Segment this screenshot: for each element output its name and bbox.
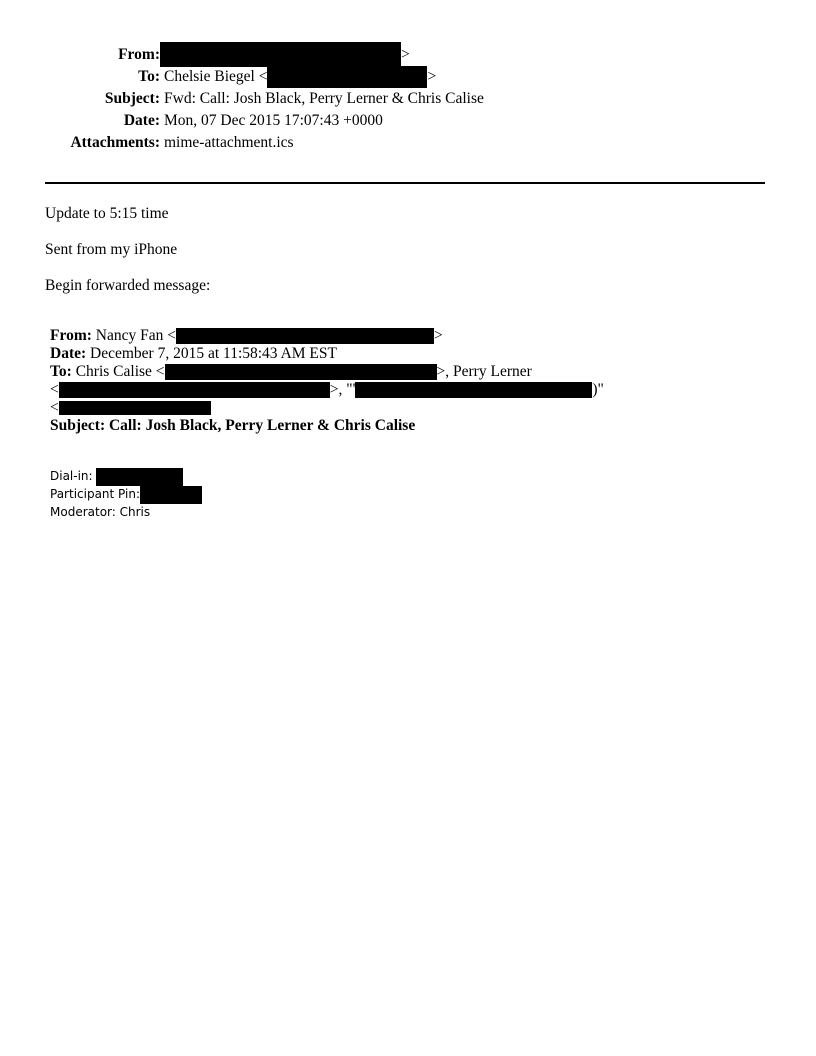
redacted-fwd-from-address [176, 328, 434, 344]
header-date-row [0, 110, 816, 132]
moderator-row: Moderator: Chris [50, 505, 151, 519]
to-name: Chelsie Biegel < [164, 68, 268, 85]
fwd-from-label: From: [50, 327, 92, 344]
forwarded-header [50, 327, 604, 435]
fwd-date-value: December 7, 2015 at 11:58:43 AM EST [90, 345, 337, 362]
from-value [160, 44, 410, 67]
to-suffix: > [427, 68, 437, 85]
header-divider [45, 182, 765, 184]
dialin-label: Dial-in: [50, 469, 93, 483]
fwd-to-line2-mid: >, "' [329, 381, 356, 398]
fwd-to-row-3 [50, 399, 604, 417]
redacted-participant-pin [140, 486, 202, 504]
fwd-subject-label: Subject: [50, 417, 106, 434]
body-line-signature: Sent from my iPhone [45, 241, 178, 258]
redacted-dialin-number [96, 468, 183, 486]
fwd-subject-row [50, 417, 604, 435]
fwd-to-line2-prefix: < [50, 381, 59, 398]
email-header [0, 44, 816, 154]
calendar-details [50, 467, 202, 521]
fwd-to-line3-prefix: < [50, 399, 59, 416]
body-line-update: Update to 5:15 time [45, 205, 169, 222]
dialin-row [50, 467, 202, 485]
date-label: Date: [123, 112, 160, 129]
body-line-forwarded: Begin forwarded message: [45, 277, 211, 294]
header-to-row [0, 66, 816, 88]
fwd-from-suffix: > [433, 327, 443, 344]
fwd-from-row [50, 327, 604, 345]
to-value [164, 66, 436, 88]
from-suffix: > [401, 46, 410, 64]
fwd-date-row [50, 345, 604, 363]
redacted-sender-address [160, 42, 401, 67]
redacted-fwd-to-link[interactable] [165, 364, 437, 380]
fwd-to-name: Chris Calise < [75, 363, 165, 380]
fwd-to-row-2 [50, 381, 604, 399]
fwd-from-name: Nancy Fan < [95, 327, 176, 344]
redacted-recipient-address [267, 66, 427, 88]
fwd-to-line2-end: )" [592, 381, 604, 398]
pin-row [50, 485, 202, 503]
redacted-fwd-to-name-3 [355, 382, 592, 398]
header-subject-row [0, 88, 816, 110]
redacted-fwd-to-address-3 [59, 401, 211, 415]
fwd-to-row [50, 363, 604, 381]
from-label: From: [118, 46, 160, 63]
to-label: To: [138, 68, 160, 85]
attachment-filename[interactable]: mime-attachment.ics [164, 134, 294, 151]
fwd-subject-value: Call: Josh Black, Perry Lerner & Chris Calise [108, 417, 416, 434]
subject-value: Fwd: Call: Josh Black, Perry Lerner & Chris Calise [164, 90, 484, 107]
pin-label: Participant Pin: [50, 487, 141, 501]
fwd-to-mid: >, Perry Lerner [436, 363, 532, 380]
attachments-label: Attachments: [70, 134, 160, 151]
fwd-to-label: To: [50, 363, 72, 380]
redacted-fwd-to-address-2 [59, 382, 330, 398]
header-from-row [0, 44, 816, 66]
subject-label: Subject: [104, 90, 160, 107]
header-attachments-row [0, 132, 816, 154]
fwd-date-label: Date: [50, 345, 87, 362]
date-value: Mon, 07 Dec 2015 17:07:43 +0000 [164, 112, 383, 129]
